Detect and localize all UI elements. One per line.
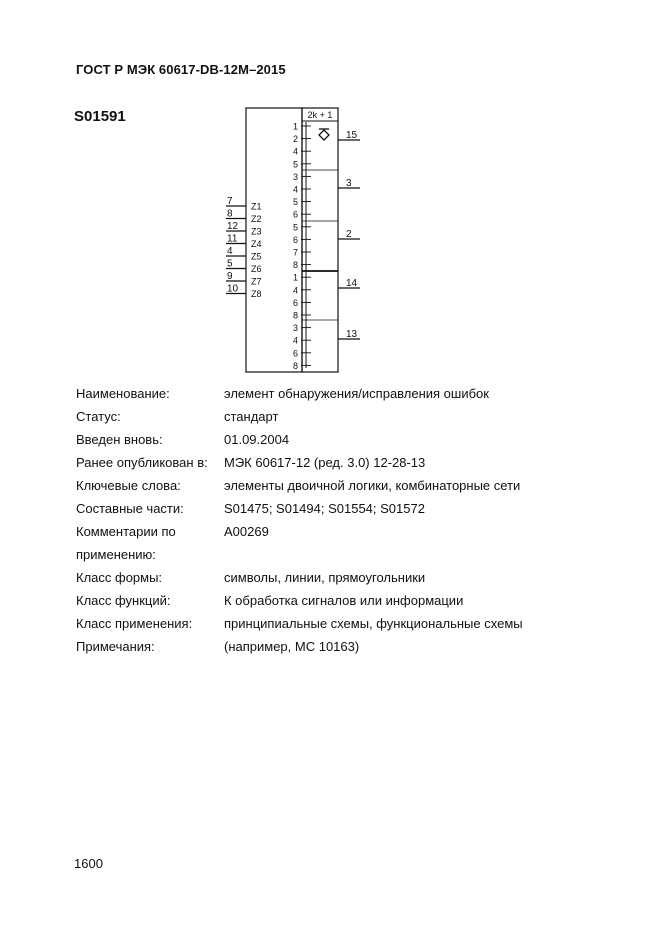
left-pin-number: 5 [227,258,233,270]
inner-number: 8 [292,260,298,271]
left-pin-label: Z8 [251,289,262,299]
field-row [76,616,636,639]
left-pin-label: Z1 [251,201,262,212]
field-row [76,547,636,570]
left-pin-label: Z6 [251,264,262,274]
left-pin-number: 4 [227,246,233,257]
field-row [76,593,636,616]
inner-number: 4 [292,146,298,157]
field-value: МЭК 60617-12 (ред. 3.0) 12-28-13 [224,455,426,470]
inner-number: 8 [292,310,298,321]
field-key: Примечания: [76,639,155,654]
inner-number: 5 [292,222,298,233]
field-key: применению: [76,547,156,562]
inner-number: 8 [292,360,298,371]
symbol-code: S01591 [74,108,126,125]
inner-number: 6 [292,234,298,245]
right-pins-group [338,130,360,340]
field-row [76,639,636,662]
left-pin-number: 8 [227,208,233,220]
properties-table [76,386,636,662]
field-key: Класс функций: [76,593,171,608]
inner-number: 2 [292,134,298,145]
field-row [76,455,636,478]
field-row [76,409,636,432]
field-key: Составные части: [76,501,184,516]
inner-number: 3 [292,323,298,334]
field-value: (например, МС 10163) [224,639,360,654]
left-pins-group [226,196,262,299]
field-key: Наименование: [76,386,170,401]
diamond-output-icon [319,129,329,140]
field-value [224,547,636,570]
inner-number: 4 [292,184,298,195]
inner-number: 3 [292,171,298,182]
left-pin-number: 10 [227,283,239,295]
inner-number: 6 [292,348,298,359]
field-key: Класс формы: [76,570,163,585]
right-pin-number: 3 [346,178,352,189]
inner-number: 5 [292,159,298,170]
left-pin-number: 9 [227,271,233,282]
left-pin-label: Z3 [251,226,262,237]
field-row [76,570,636,593]
page-number: 1600 [74,856,103,871]
left-pin-label: Z7 [251,276,262,287]
symbol-top-label: 2k + 1 [307,110,333,120]
field-value: символы, линии, прямоугольники [224,570,426,585]
field-value: A00269 [224,524,269,539]
field-key: Класс применения: [76,616,193,631]
left-pin-number: 11 [227,233,238,245]
field-value: 01.09.2004 [224,432,290,447]
right-pin-number: 14 [346,278,358,289]
field-value: элементы двоичной логики, комбинаторные сети [224,478,521,493]
inner-number: 7 [292,247,298,258]
inner-number: 1 [292,272,298,283]
field-key: Введен вновь: [76,432,163,447]
document-header: ГОСТ Р МЭК 60617-DB-12M–2015 [76,62,286,77]
field-value: принципиальные схемы, функциональные схемы [224,616,523,631]
symbol-right-column [302,108,338,372]
left-pin-label: Z4 [251,239,262,249]
left-pin-label: Z5 [251,251,262,262]
field-row [76,478,636,501]
field-value: стандарт [224,409,279,424]
field-key: Ранее опубликован в: [76,455,208,470]
logic-symbol-diagram [222,104,372,376]
field-key: Комментарии по [76,524,176,539]
field-value: S01475; S01494; S01554; S01572 [224,501,425,516]
right-pin-number: 13 [346,329,358,340]
field-row [76,524,636,547]
right-pin-number: 2 [346,229,352,240]
inner-number: 5 [292,197,298,208]
field-row [76,432,636,455]
inner-number: 4 [292,285,298,296]
left-pin-number: 12 [227,221,239,232]
right-pin-number: 15 [346,130,358,141]
field-value: элемент обнаружения/исправления ошибок [224,386,489,401]
left-pin-label: Z2 [251,214,262,224]
field-row [76,386,636,409]
left-pin-number: 7 [227,196,233,207]
inner-number: 4 [292,335,298,346]
inner-number: 6 [292,297,298,308]
field-row [76,501,636,524]
inner-number: 6 [292,209,298,220]
inner-number: 1 [292,121,298,132]
field-key: Ключевые слова: [76,478,181,493]
field-key: Статус: [76,409,121,424]
field-value: К обработка сигналов или информации [224,593,464,608]
